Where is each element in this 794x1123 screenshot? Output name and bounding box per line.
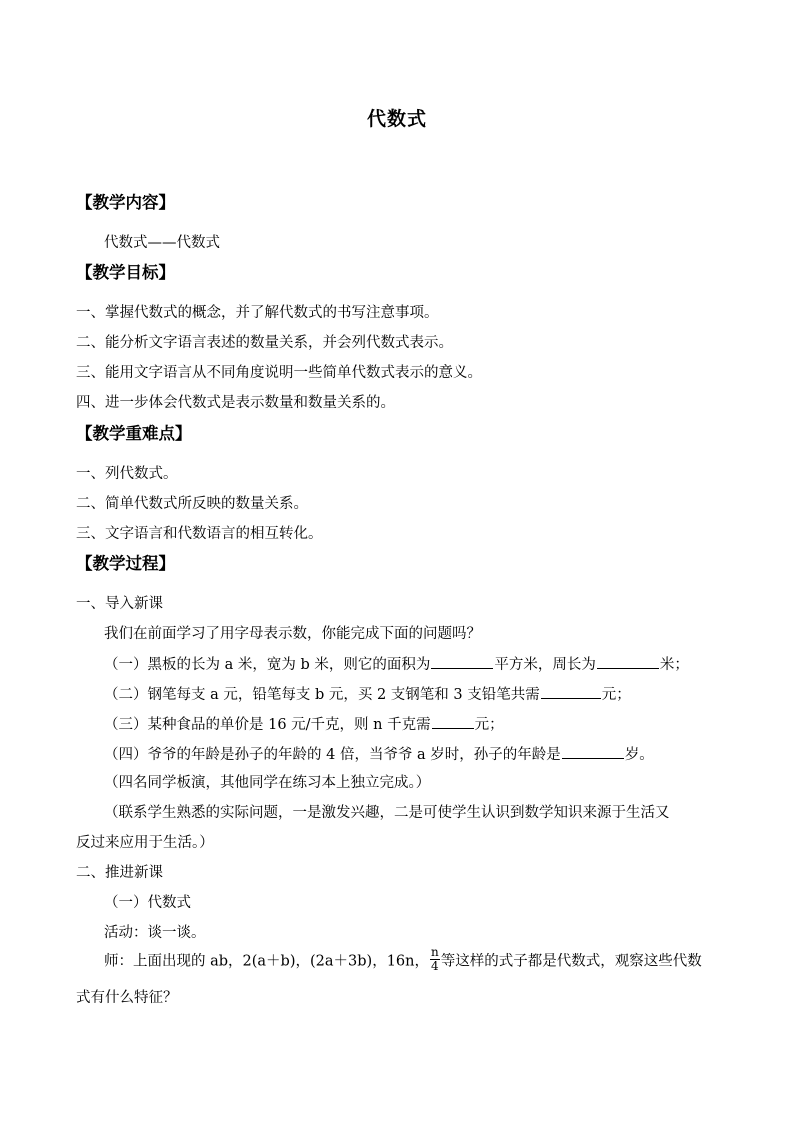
answer-blank-price[interactable] [432, 714, 474, 729]
teacher-statement-part-b: 等这样的式子都是代数式，观察这些代数 [440, 953, 702, 970]
fraction-denominator: 4 [431, 959, 439, 973]
question-2 [104, 684, 631, 705]
question-3-part-b: 元； [474, 717, 504, 733]
key-point-1: 一、列代数式。 [76, 466, 178, 482]
answer-blank-perimeter[interactable] [597, 654, 659, 669]
question-4 [104, 744, 654, 765]
question-1-part-b: 平方米，周长为 [494, 657, 596, 673]
heading-teaching-goals: 【教学目标】 [76, 263, 175, 282]
answer-blank-age[interactable] [562, 744, 624, 759]
question-4-part-a: （四）爷爷的年龄是孙子的年龄的 4 倍，当爷爷 a 岁时，孙子的年龄是 [104, 747, 561, 763]
fraction-n-over-4 [430, 946, 440, 973]
note-board-work: （四名同学板演，其他同学在练习本上独立完成。） [104, 775, 431, 791]
part-new-lesson-heading: 二、推进新课 [76, 865, 163, 881]
question-2-part-a: （二）钢笔每支 a 元，铅笔每支 b 元，买 2 支钢笔和 3 支铅笔共需 [104, 687, 540, 703]
teaching-content-text: 代数式——代数式 [104, 235, 220, 251]
activity-text: 活动：谈一谈。 [104, 925, 206, 941]
question-1 [104, 654, 689, 675]
answer-blank-cost[interactable] [541, 684, 601, 699]
intro-text: 我们在前面学习了用字母表示数，你能完成下面的问题吗？ [104, 626, 481, 642]
page-title: 代数式 [366, 108, 427, 130]
question-3-part-a: （三）某种食品的单价是 16 元/千克，则 n 千克需 [104, 717, 431, 733]
teacher-statement [104, 945, 702, 975]
teacher-statement-line2: 式有什么特征？ [76, 990, 178, 1006]
note-motivation-line1: （联系学生熟悉的实际问题，一是激发兴趣，二是可使学生认识到数学知识来源于生活又 [104, 805, 670, 821]
question-1-part-c: 米； [659, 657, 689, 673]
goal-item-4: 四、进一步体会代数式是表示数量和数量关系的。 [76, 395, 395, 411]
teacher-statement-part-a: 师：上面出现的 ab，2(a＋b)，(2a＋3b)，16n， [104, 953, 429, 970]
goal-item-1: 一、掌握代数式的概念，并了解代数式的书写注意事项。 [76, 305, 439, 321]
question-2-part-b: 元； [601, 687, 631, 703]
key-point-3: 三、文字语言和代数语言的相互转化。 [76, 526, 323, 542]
question-1-part-a: （一）黑板的长为 a 米，宽为 b 米，则它的面积为 [104, 657, 431, 673]
heading-teaching-content: 【教学内容】 [76, 193, 175, 212]
part-intro-heading: 一、导入新课 [76, 596, 163, 612]
key-point-2: 二、简单代数式所反映的数量关系。 [76, 496, 308, 512]
goal-item-3: 三、能用文字语言从不同角度说明一些简单代数式表示的意义。 [76, 365, 482, 381]
subsection-algebraic-expression: （一）代数式 [104, 895, 191, 911]
note-motivation-line2: 反过来应用于生活。） [76, 835, 214, 851]
heading-key-points: 【教学重难点】 [76, 424, 192, 443]
answer-blank-area[interactable] [431, 654, 493, 669]
fraction-numerator: n [430, 945, 439, 959]
question-4-part-b: 岁。 [624, 747, 654, 763]
heading-teaching-process: 【教学过程】 [76, 554, 175, 573]
question-3 [104, 714, 504, 735]
goal-item-2: 二、能分析文字语言表述的数量关系，并会列代数式表示。 [76, 335, 453, 351]
